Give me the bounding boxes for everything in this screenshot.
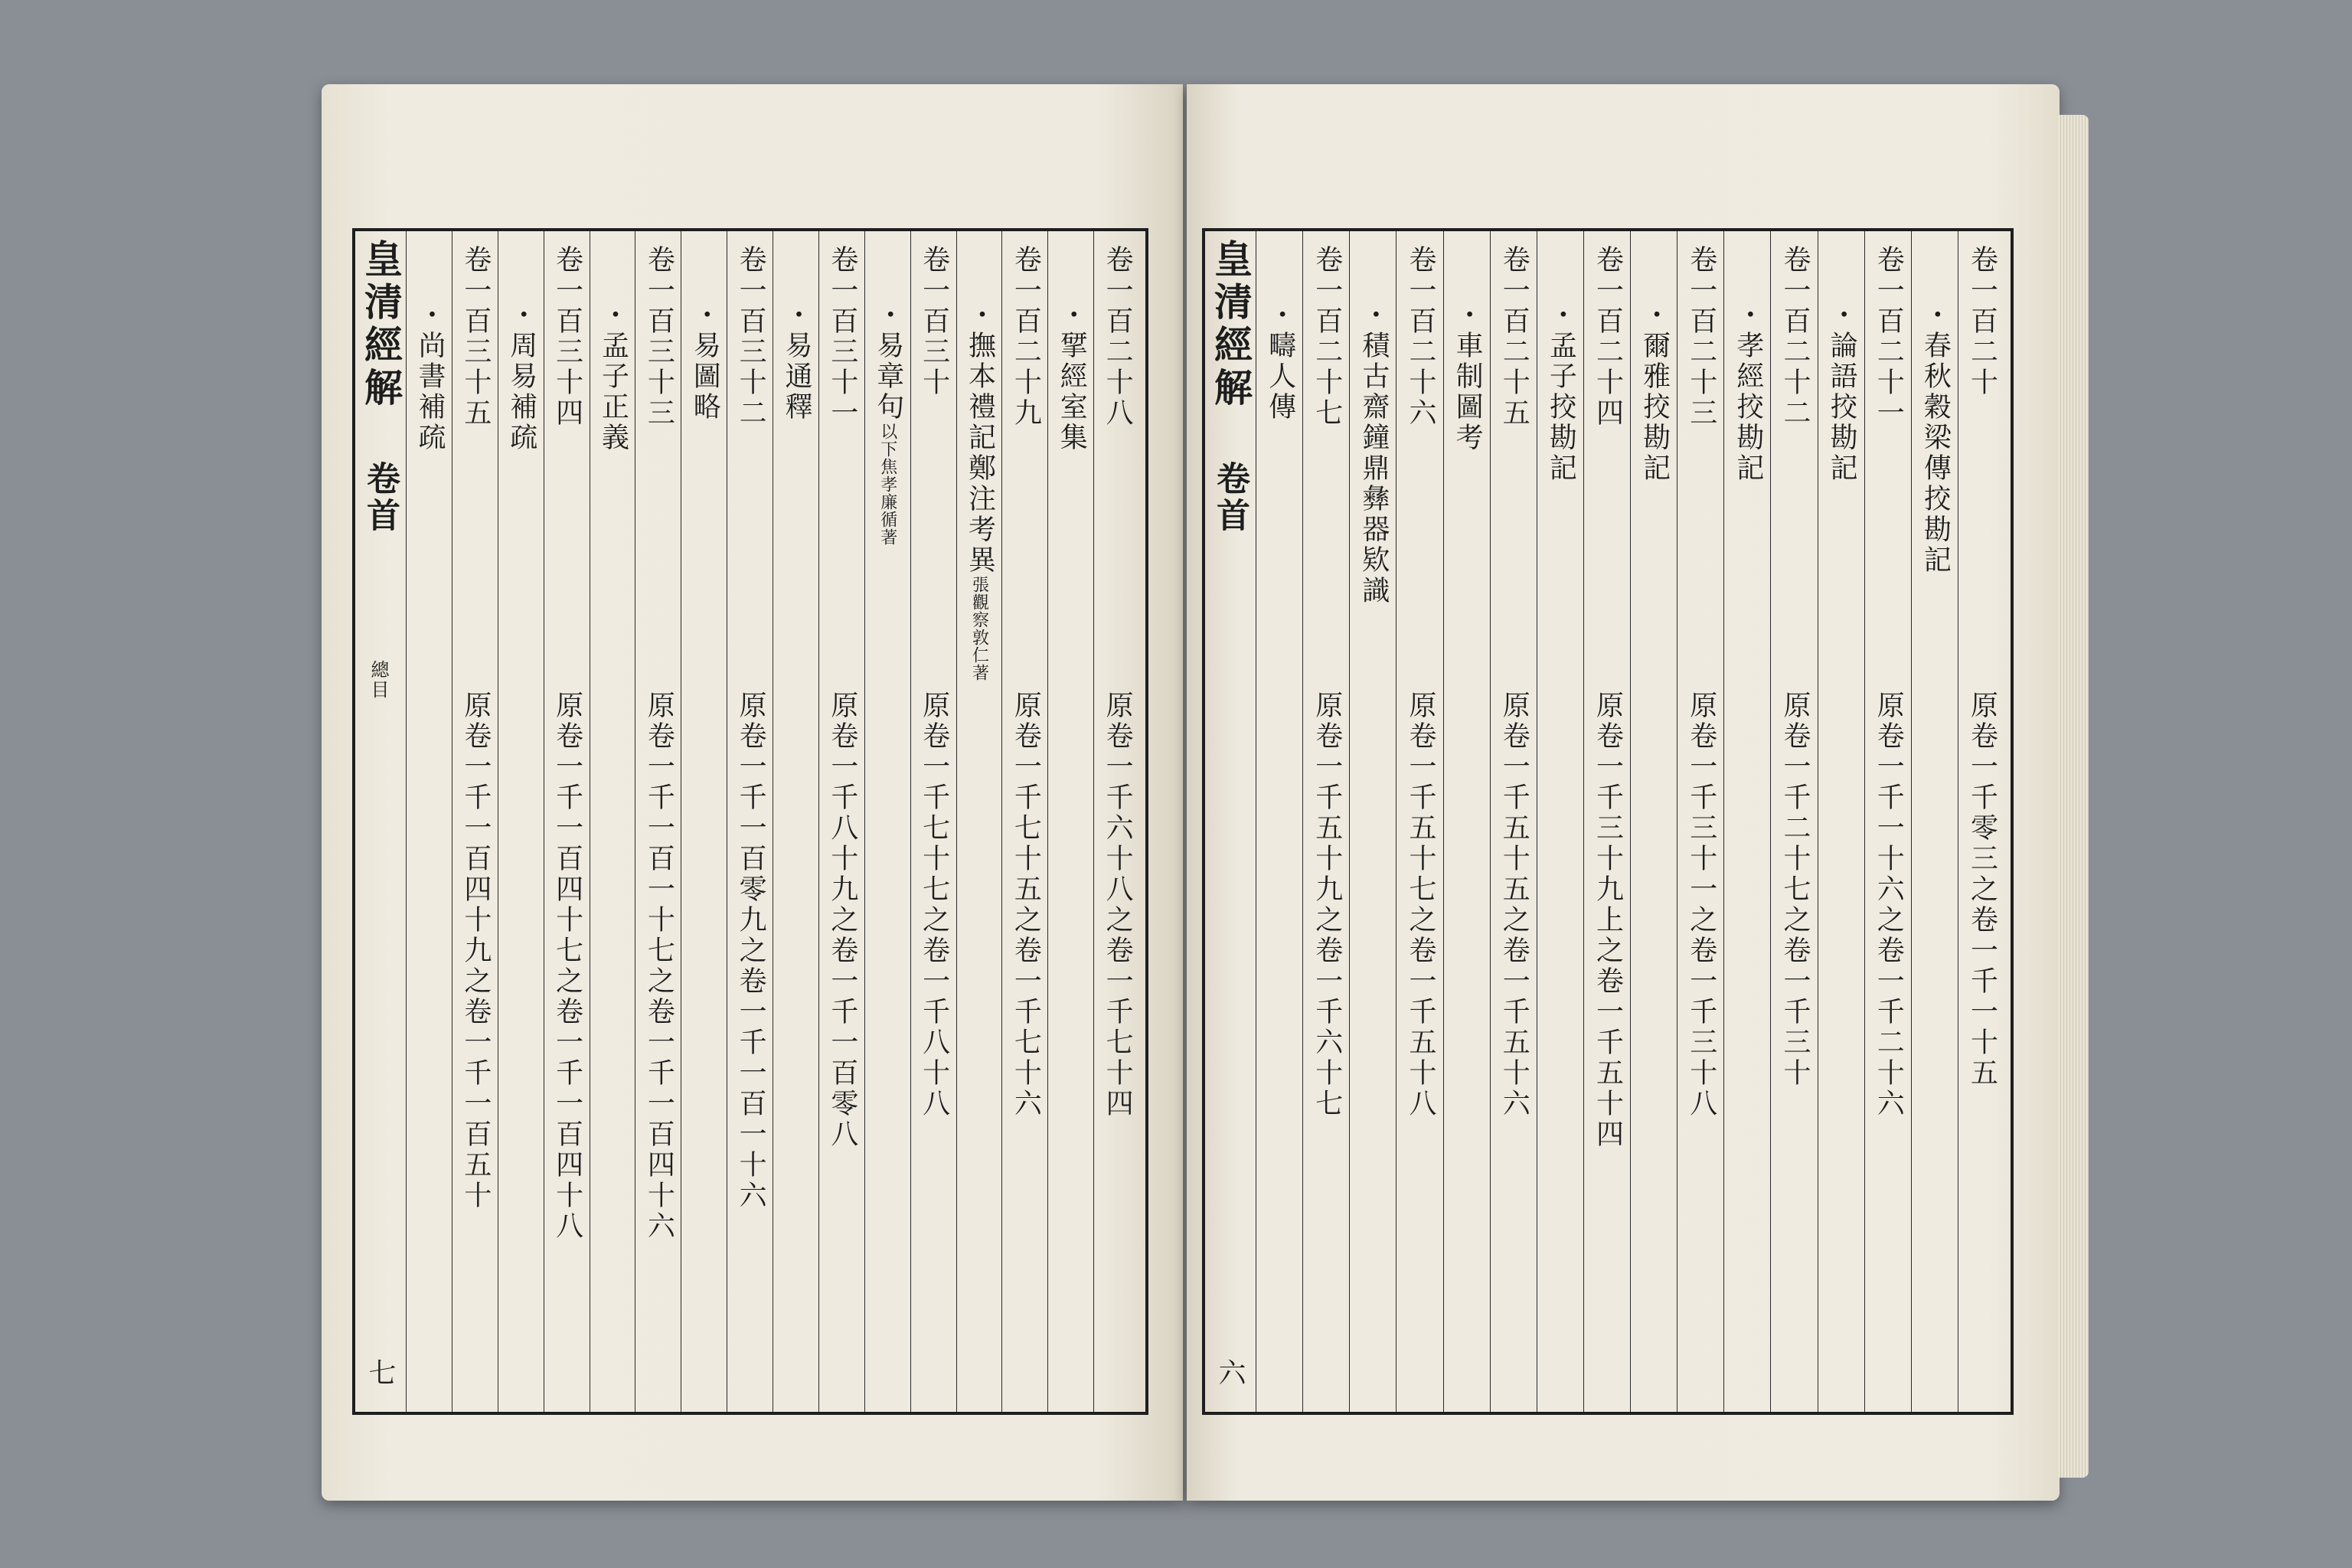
author-note: 張觀察敦仁著	[969, 576, 989, 681]
entry-title-column	[590, 231, 635, 1412]
work-title: ・易章句	[872, 300, 904, 423]
work-title-text: 春秋穀梁傳挍勘記	[1919, 331, 1952, 576]
entry-volume-column	[818, 231, 864, 1412]
volume-number: 卷一百二十九	[1010, 245, 1042, 429]
volume-number: 卷一百二十五	[1498, 245, 1530, 429]
entry-volume-column	[1396, 231, 1442, 1412]
work-title: ・孟子正義	[597, 300, 629, 453]
entry-volume-column	[727, 231, 773, 1412]
right-page	[1187, 84, 2060, 1501]
entry-title-column	[1443, 231, 1490, 1412]
work-title: ・易圖略	[689, 300, 721, 423]
work-title-text: 孝經挍勘記	[1732, 331, 1764, 484]
volume-label: 卷首	[1210, 461, 1250, 534]
work-title-text: 車制圖考	[1452, 331, 1484, 453]
volume-number: 卷一百二十	[1966, 245, 1998, 398]
original-volume-range: 原卷一千五十五之卷一千五十六	[1498, 691, 1530, 1119]
original-volume-range: 原卷一千七十五之卷一千七十六	[1010, 691, 1042, 1119]
page-edges	[2058, 115, 2089, 1478]
original-volume-range: 原卷一千五十七之卷一千五十八	[1404, 691, 1436, 1119]
left-page	[322, 84, 1183, 1501]
book-title: 皇清經解	[1208, 239, 1253, 410]
volume-label: 卷首	[361, 461, 400, 534]
original-volume-range: 原卷一千零三之卷一千一十五	[1966, 691, 1998, 1089]
original-volume-range: 原卷一千一百一十七之卷一千一百四十六	[643, 691, 675, 1242]
entry-title-column	[406, 231, 452, 1412]
work-title-text: 疇人傳	[1264, 331, 1296, 423]
entry-volume-column	[1770, 231, 1817, 1412]
right-page-border	[1202, 228, 2014, 1415]
author-note: 以下焦孝廉循著	[877, 423, 897, 546]
work-title: ・疇人傳	[1264, 300, 1296, 423]
volume-number: 卷一百二十四	[1592, 245, 1624, 429]
entry-title-column	[1537, 231, 1583, 1412]
work-title: ・孝經挍勘記	[1732, 300, 1764, 484]
work-title: ・孟子挍勘記	[1545, 300, 1577, 484]
original-volume-range: 原卷一千七十七之卷一千八十八	[918, 691, 950, 1119]
original-volume-range: 原卷一千八十九之卷一千一百零八	[826, 691, 858, 1150]
entry-title-column	[1256, 231, 1302, 1412]
work-title-text: 揅經室集	[1056, 331, 1088, 453]
entry-title-column	[864, 231, 910, 1412]
work-title-text: 孟子正義	[597, 331, 629, 453]
book-title: 皇清經解	[358, 239, 403, 410]
work-title-text: 易通釋	[780, 331, 812, 423]
open-book	[306, 84, 2067, 1501]
entry-volume-column	[1001, 231, 1047, 1412]
entry-title-column	[1911, 231, 1958, 1412]
work-title-text: 撫本禮記鄭注考異	[964, 331, 996, 576]
volume-number: 卷一百三十五	[459, 245, 492, 429]
volume-number: 卷一百三十三	[643, 245, 675, 429]
work-title: ・爾雅挍勘記	[1638, 300, 1671, 484]
title-gutter	[355, 231, 407, 1412]
original-volume-range: 原卷一千一百四十九之卷一千一百五十	[459, 691, 492, 1211]
original-volume-range: 原卷一千二十七之卷一千三十	[1779, 691, 1811, 1089]
entry-title-column	[498, 231, 544, 1412]
volume-number: 卷一百二十六	[1404, 245, 1436, 429]
work-title: ・撫本禮記鄭注考異	[964, 300, 996, 576]
work-title: ・車制圖考	[1452, 300, 1484, 453]
work-title-text: 易圖略	[689, 331, 721, 423]
work-title: ・春秋穀梁傳挍勘記	[1919, 300, 1952, 576]
entry-title-column	[1818, 231, 1864, 1412]
original-volume-range: 原卷一千三十九上之卷一千五十四	[1592, 691, 1624, 1150]
entry-volume-column	[1583, 231, 1630, 1412]
work-title: ・揅經室集	[1056, 300, 1088, 453]
volume-number: 卷一百三十二	[735, 245, 767, 429]
original-volume-range: 原卷一千一百四十七之卷一千一百四十八	[551, 691, 583, 1242]
work-title: ・尚書補疏	[413, 300, 446, 453]
original-volume-range: 原卷一千六十八之卷一千七十四	[1102, 691, 1134, 1119]
entry-volume-column	[635, 231, 681, 1412]
entry-volume-column	[1864, 231, 1911, 1412]
volume-number: 卷一百二十八	[1102, 245, 1134, 429]
volume-number: 卷一百二十二	[1779, 245, 1811, 429]
page-number: 六	[1214, 1358, 1246, 1389]
left-page-border	[352, 228, 1148, 1415]
entry-volume-column	[1302, 231, 1349, 1412]
original-volume-range: 原卷一千一百零九之卷一千一百一十六	[735, 691, 767, 1211]
entry-title-column	[1047, 231, 1093, 1412]
entry-volume-column	[1093, 231, 1139, 1412]
entry-volume-column	[1958, 231, 2004, 1412]
entry-title-column	[1630, 231, 1677, 1412]
volume-number: 卷一百三十四	[551, 245, 583, 429]
original-volume-range: 原卷一千一十六之卷一千二十六	[1873, 691, 1905, 1119]
original-volume-range: 原卷一千三十一之卷一千三十八	[1685, 691, 1717, 1119]
entry-title-column	[681, 231, 727, 1412]
volume-number: 卷一百三十	[918, 245, 950, 398]
entry-volume-column	[1490, 231, 1537, 1412]
work-title-text: 爾雅挍勘記	[1638, 331, 1671, 484]
volume-number: 卷一百二十七	[1311, 245, 1343, 429]
page-number: 七	[364, 1358, 396, 1389]
work-title: ・周易補疏	[505, 300, 537, 453]
entry-volume-column	[544, 231, 590, 1412]
work-title: ・論語挍勘記	[1826, 300, 1858, 484]
work-title-text: 周易補疏	[505, 331, 537, 453]
title-gutter	[1205, 231, 1256, 1412]
entry-volume-column	[452, 231, 498, 1412]
entry-volume-column	[1677, 231, 1723, 1412]
volume-number: 卷一百二十三	[1685, 245, 1717, 429]
volume-number: 卷一百二十一	[1873, 245, 1905, 429]
section-label: 總目	[368, 660, 389, 700]
entry-title-column	[956, 231, 1002, 1412]
entry-title-column	[1349, 231, 1396, 1412]
entry-title-column	[773, 231, 818, 1412]
work-title-text: 積古齋鐘鼎彝器欵識	[1357, 331, 1390, 606]
work-title: ・易通釋	[780, 300, 812, 423]
work-title-text: 孟子挍勘記	[1545, 331, 1577, 484]
work-title-text: 論語挍勘記	[1826, 331, 1858, 484]
volume-number: 卷一百三十一	[826, 245, 858, 429]
entry-title-column	[1723, 231, 1770, 1412]
work-title-text: 尚書補疏	[413, 331, 446, 453]
work-title-text: 易章句	[872, 331, 904, 423]
work-title: ・積古齋鐘鼎彝器欵識	[1357, 300, 1390, 606]
original-volume-range: 原卷一千五十九之卷一千六十七	[1311, 691, 1343, 1119]
entry-volume-column	[910, 231, 956, 1412]
